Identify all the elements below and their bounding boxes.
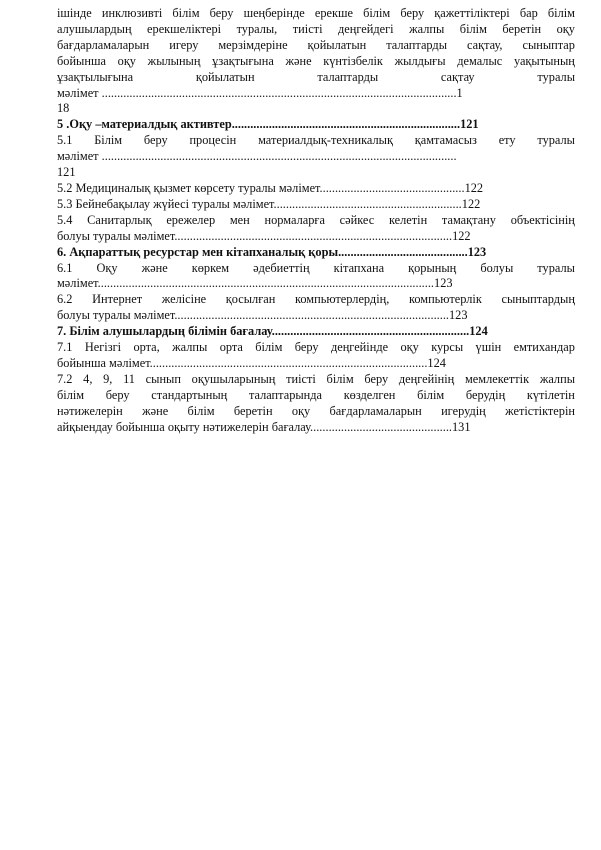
toc-word: орта <box>219 340 243 355</box>
toc-entry-6-2-line-2[interactable] <box>57 308 575 324</box>
toc-word: игеру <box>169 37 199 52</box>
toc-page-number: 123 <box>434 276 453 291</box>
toc-word: көркем <box>191 260 230 275</box>
toc-word: әдебиеттің <box>253 260 310 275</box>
toc-word: қойылатын <box>307 37 367 52</box>
toc-leader: ................................................................ <box>271 324 470 339</box>
toc-word: болуы <box>480 260 514 275</box>
toc-word: 11 <box>123 371 135 386</box>
toc-word: берудің <box>465 387 506 402</box>
toc-word: 4, <box>83 371 93 386</box>
toc-section-title: 7. Білім алушылардың білімін бағалау <box>57 324 272 339</box>
toc-word: 5.1 <box>57 133 73 148</box>
toc-entry-title: 5.2 Медициналық қызмет көрсету туралы мәлімет <box>57 180 320 195</box>
toc-entry-6-2-line-1[interactable] <box>57 292 575 308</box>
toc-word: жалпы <box>409 21 445 36</box>
toc-page-number: 121 <box>460 117 479 132</box>
toc-word: туралы <box>537 133 575 148</box>
toc-word: сақтау, <box>466 37 503 52</box>
toc-word: білім <box>363 6 391 20</box>
toc-word: туралы <box>537 260 575 275</box>
toc-section-title: 6. Ақпараттық ресурстар мен кітапханалық қоры <box>57 244 339 259</box>
toc-word: 9, <box>103 371 113 386</box>
toc-word: деңгейдегі <box>338 21 394 36</box>
toc-leader: .......................................... <box>338 244 468 259</box>
toc-word: қосылған <box>225 292 276 307</box>
toc-entry-5-1-line-2: мәлімет ................................................................................................................... <box>57 149 457 164</box>
toc-word: ету <box>498 133 516 148</box>
toc-word: және <box>142 403 169 418</box>
toc-entry-title: мәлімет <box>57 276 98 291</box>
toc-word: жалпы <box>172 340 208 355</box>
toc-word: 5.4 <box>57 212 73 227</box>
toc-continued-line-6[interactable] <box>57 86 575 102</box>
toc-word: туралы, <box>236 21 278 36</box>
toc-word: беру <box>143 133 168 148</box>
toc-word: желісіне <box>161 292 207 307</box>
toc-word: мемлекеттік <box>464 371 530 386</box>
toc-word: жалпы <box>539 371 575 386</box>
toc-word: күнтізбелік <box>323 53 383 68</box>
toc-word: тамақтану <box>441 212 496 227</box>
toc-entry-title: айқыендау бойынша оқыту нәтижелерін бағалау <box>57 419 311 434</box>
toc-continued-line-3 <box>57 38 575 54</box>
toc-leader: .......................................................................... <box>231 117 461 132</box>
toc-word: 6.1 <box>57 260 73 275</box>
toc-word: Негізгі <box>84 340 122 355</box>
toc-leader: .......................................................................................... <box>174 228 453 243</box>
toc-page-number: 1 <box>456 85 463 100</box>
toc-word: ұзақтылығына <box>57 69 134 84</box>
toc-word: стандартының <box>151 387 228 402</box>
toc-entry-7-2-line-1[interactable] <box>57 372 575 388</box>
toc-word: білім <box>187 403 215 418</box>
toc-word: сынып <box>145 371 181 386</box>
toc-word: беретін <box>502 21 542 36</box>
toc-word: білім <box>547 6 575 20</box>
toc-word: оқушыларының <box>191 371 276 386</box>
toc-page-number: 122 <box>452 228 471 243</box>
toc-section-5[interactable] <box>57 117 575 133</box>
toc-leader: ............................................... <box>319 180 465 195</box>
toc-word: беру <box>209 6 234 20</box>
toc-word: оқу <box>400 340 419 355</box>
toc-leader-text: мәлімет ................................................................................................................... <box>57 85 457 100</box>
toc-page-number: 121 <box>57 165 76 180</box>
toc-word: ерекше <box>314 6 353 20</box>
toc-word: 6.2 <box>57 292 73 307</box>
toc-word: келетін <box>388 212 428 227</box>
toc-word: материалдық-техникалық <box>258 133 393 148</box>
toc-word: сыныптар <box>522 37 575 52</box>
toc-word: білім <box>255 340 283 355</box>
toc-word: ішінде <box>57 6 92 20</box>
toc-entry-5-1-line-1[interactable] <box>57 133 575 149</box>
toc-page-number: 124 <box>469 324 488 339</box>
toc-word: оқу <box>556 21 575 36</box>
toc-entry-5-3[interactable] <box>57 197 575 213</box>
toc-leader: ............................................................................................................. <box>97 276 435 291</box>
toc-continued-line-4 <box>57 54 575 70</box>
toc-word: оқу <box>291 403 311 418</box>
toc-word: Интернет <box>92 292 143 307</box>
toc-word: демалыс <box>457 53 503 68</box>
toc-page-number-wrap: 18 <box>57 101 70 116</box>
toc-word: күтілетін <box>526 387 575 402</box>
toc-word: кітапхана <box>333 260 385 275</box>
toc-word: қорының <box>408 260 457 275</box>
toc-page-number: 123 <box>449 308 468 323</box>
toc-entry-5-4-line-1[interactable] <box>57 213 575 229</box>
toc-page-number: 131 <box>452 419 471 434</box>
toc-word: беру <box>294 340 319 355</box>
toc-word: ерекшеліктері <box>147 21 222 36</box>
toc-word: емтихандар <box>513 340 575 355</box>
toc-word: талаптарды <box>386 37 448 52</box>
toc-word: деңгейінің <box>398 371 455 386</box>
toc-entry-title: бойынша мәлімет <box>57 355 150 370</box>
toc-entry-title: болуы туралы мәлімет <box>57 308 175 323</box>
toc-word: 7.2 <box>57 371 73 386</box>
toc-entry-title: 5.3 Бейнебақылау жүйесі туралы мәлімет <box>57 196 274 211</box>
toc-entry-6-1-line-2[interactable] <box>57 276 575 292</box>
toc-leader: ............................................................. <box>273 196 462 211</box>
toc-word: инклюзивті <box>101 6 163 20</box>
toc-word: қойылатын <box>195 69 255 84</box>
toc-word: білім <box>326 371 354 386</box>
toc-page-number: 122 <box>464 180 484 195</box>
toc-word: тиісті <box>292 21 323 36</box>
toc-entry-7-2-line-4[interactable] <box>57 420 575 436</box>
toc-word: 7.1 <box>57 340 73 355</box>
toc-word: жылдығы <box>394 53 446 68</box>
toc-continued-line-1 <box>57 6 575 22</box>
toc-word: объектісінің <box>510 212 575 227</box>
toc-word: бойынша <box>57 53 106 68</box>
toc-entry-5-2[interactable] <box>57 181 575 197</box>
toc-entry-7-1-line-1[interactable] <box>57 340 575 356</box>
toc-word: бағдарламаларын <box>57 37 150 52</box>
toc-word: қажеттіліктері <box>434 6 510 20</box>
toc-word: білім <box>57 387 85 402</box>
toc-leader: ......................................................................................... <box>174 308 449 323</box>
toc-word: білім <box>172 6 200 20</box>
toc-word: Білім <box>94 133 123 148</box>
toc-word: тиісті <box>286 371 316 386</box>
toc-word: білім <box>417 387 445 402</box>
toc-word: және <box>141 260 168 275</box>
toc-word: сыныптардың <box>501 292 575 307</box>
toc-entry-6-1-line-1[interactable] <box>57 261 575 277</box>
toc-word: компьютерлік <box>408 292 482 307</box>
toc-word: үшін <box>475 340 502 355</box>
toc-word: оқу <box>117 53 136 68</box>
toc-word: мерзімдеріне <box>218 37 288 52</box>
toc-word: беру <box>105 387 130 402</box>
toc-word: сәйкес <box>339 212 375 227</box>
toc-page-number: 124 <box>427 355 446 370</box>
toc-word: Оқу <box>96 260 118 275</box>
toc-continued-line-2 <box>57 22 575 38</box>
toc-page-number: 122 <box>461 196 481 211</box>
toc-entry-5-4-line-2[interactable] <box>57 229 575 245</box>
toc-word: уақытының <box>513 53 575 68</box>
toc-word: нормаларға <box>264 212 325 227</box>
toc-word: курсы <box>431 340 464 355</box>
toc-page-number: 123 <box>467 244 487 259</box>
toc-word: алушылардың <box>57 21 132 36</box>
toc-word: көзделген <box>343 387 396 402</box>
toc-word: және <box>285 53 312 68</box>
toc-entry-title: болуы туралы мәлімет <box>57 228 175 243</box>
toc-word: ережелер <box>166 212 216 227</box>
toc-word: шеңберінде <box>243 6 305 20</box>
toc-continued-line-5 <box>57 70 575 86</box>
toc-word: нәтижелерін <box>57 403 123 418</box>
toc-word: білім <box>459 21 487 36</box>
toc-word: беретін <box>233 403 273 418</box>
toc-word: компьютерлердің, <box>294 292 390 307</box>
toc-word: талаптарды <box>317 69 379 84</box>
toc-word: жетістіктерін <box>505 403 575 418</box>
toc-word: бағдарламаларын <box>329 403 422 418</box>
toc-word: беру <box>364 371 389 386</box>
toc-section-7[interactable] <box>57 324 575 340</box>
toc-leader: .............................................. <box>310 419 452 434</box>
toc-leader: .......................................................................................... <box>149 355 428 370</box>
toc-entry-7-2-line-3[interactable] <box>57 404 575 420</box>
toc-word: бар <box>519 6 538 20</box>
toc-word: беру <box>400 6 425 20</box>
toc-entry-7-2-line-2[interactable] <box>57 388 575 404</box>
toc-word: қамтамасыз <box>414 133 477 148</box>
toc-word: орта, <box>133 340 160 355</box>
toc-word: ұзақтығына <box>212 53 274 68</box>
toc-word: деңгейінде <box>330 340 389 355</box>
toc-word: сақтау <box>440 69 475 84</box>
toc-word: жылының <box>147 53 201 68</box>
toc-word: туралы <box>537 69 575 84</box>
toc-section-title: 5 .Оқу –материалдық активтер <box>57 117 232 132</box>
toc-word: процесін <box>189 133 237 148</box>
toc-word: мен <box>229 212 250 227</box>
toc-word: талаптарында <box>248 387 323 402</box>
toc-section-6[interactable] <box>57 245 575 261</box>
toc-word: игерудің <box>441 403 486 418</box>
document-page <box>57 6 575 435</box>
toc-entry-7-1-line-2[interactable] <box>57 356 575 372</box>
toc-word: Санитарлық <box>87 212 152 227</box>
